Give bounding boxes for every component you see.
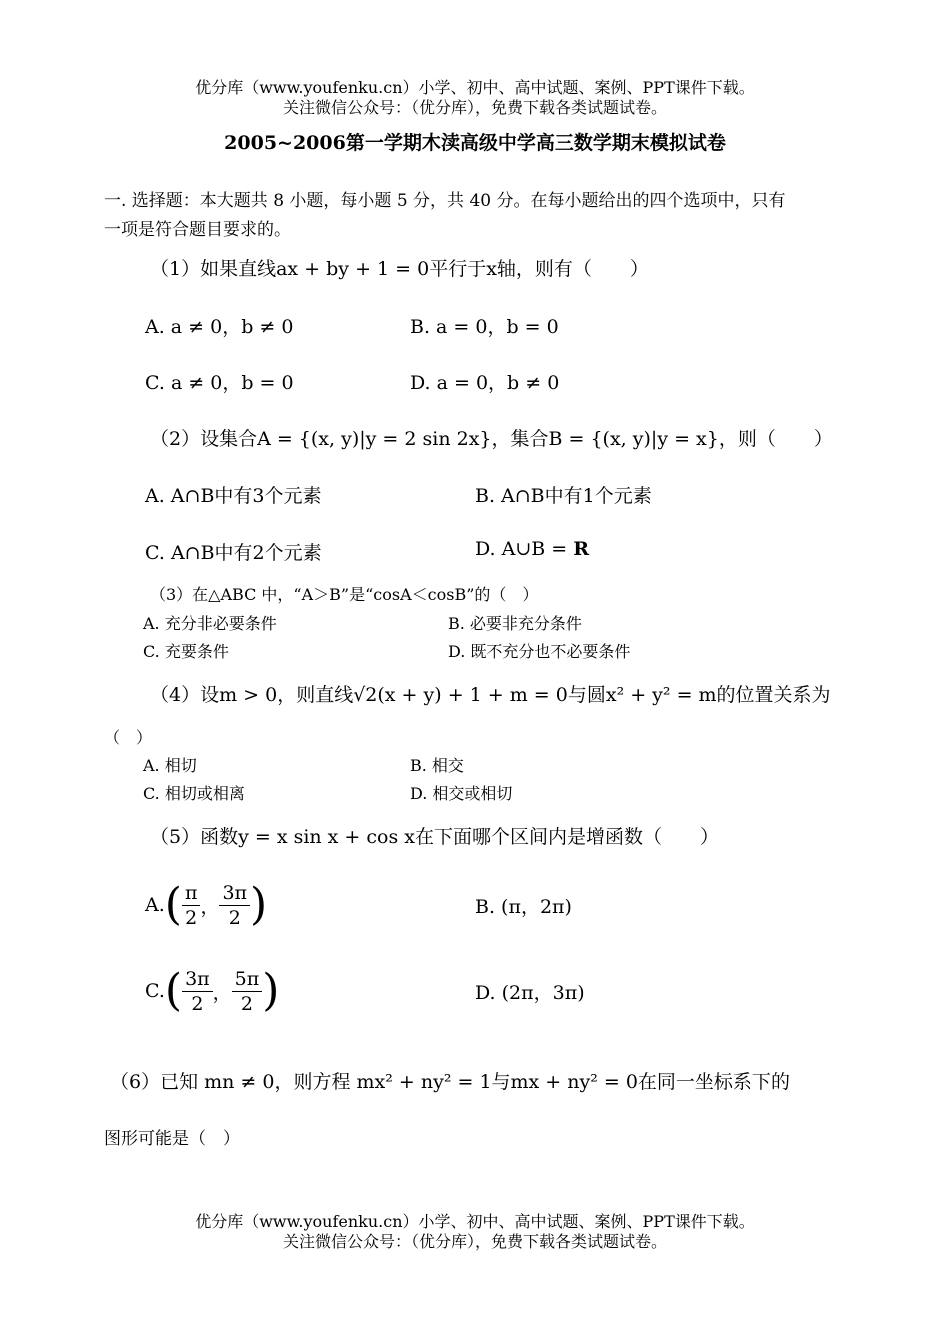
footer-line-2: 关注微信公众号：（优分库），免费下载各类试题试卷。 <box>282 1232 667 1251</box>
question-1-stem: （1）如果直线ax + by + 1 = 0平行于x轴，则有（ ） <box>150 258 649 280</box>
page-title: 2005~2006第一学期木渎高级中学高三数学期末模拟试卷 <box>224 132 726 154</box>
question-5-option-d: D. (2π，3π) <box>475 982 585 1004</box>
fraction-3pi-over-2: $\frac{3\pi}{2}$ <box>182 967 213 1016</box>
question-4-paren: （ ） <box>104 728 153 747</box>
question-5-stem: （5）函数y = x sin x + cos x在下面哪个区间内是增函数（ ） <box>150 826 719 848</box>
left-paren: ( <box>164 965 183 1016</box>
footer-line-1: 优分库（www.youfenku.cn）小学、初中、高中试题、案例、PPT课件下载。 <box>195 1212 755 1231</box>
question-5-option-c-label: C. <box>145 980 165 1002</box>
fraction-3pi-over-2: $\frac{3\pi}{2}$ <box>219 881 250 930</box>
question-2-option-b: B. A∩B中有1个元素 <box>475 485 652 507</box>
section-intro-line-2: 一项是符合题目要求的。 <box>104 220 291 240</box>
header-line-2: 关注微信公众号：（优分库），免费下载各类试题试卷。 <box>282 98 667 117</box>
question-3-option-c: C. 充要条件 <box>143 642 229 661</box>
question-6-stem: （6）已知 mn ≠ 0，则方程 mx² + ny² = 1与mx + ny² = 0在同一坐标系下的 <box>110 1071 790 1093</box>
question-4-option-b: B. 相交 <box>410 756 464 775</box>
fraction-pi-over-2: $\frac{\pi}{2}$ <box>182 881 201 930</box>
question-1-option-c: C. a ≠ 0，b = 0 <box>145 372 294 394</box>
fraction-5pi-over-2: $\frac{5\pi}{2}$ <box>232 967 263 1016</box>
question-2-option-c: C. A∩B中有2个元素 <box>145 542 322 564</box>
question-4-option-c: C. 相切或相离 <box>143 784 245 803</box>
question-3-option-d: D. 既不充分也不必要条件 <box>448 642 631 661</box>
question-4-stem: （4）设m > 0，则直线√2(x + y) + 1 + m = 0与圆x² + y² = m的位置关系为 <box>150 684 831 706</box>
question-5-option-a <box>145 876 267 934</box>
comma: ， <box>200 895 220 918</box>
question-5-option-a-label: A. <box>145 894 165 916</box>
question-3-stem: （3）在△ABC 中，“A＞B”是“cosA＜cosB”的（ ） <box>150 585 539 604</box>
question-2-option-a: A. A∩B中有3个元素 <box>145 485 322 507</box>
question-3-option-a: A. 充分非必要条件 <box>143 614 277 633</box>
question-4-option-d: D. 相交或相切 <box>410 784 513 803</box>
header-line-1: 优分库（www.youfenku.cn）小学、初中、高中试题、案例、PPT课件下载。 <box>195 78 755 97</box>
question-1-option-b: B. a = 0，b = 0 <box>410 316 559 338</box>
right-paren: ) <box>250 879 268 930</box>
question-5-option-c <box>145 962 279 1020</box>
left-paren: ( <box>164 879 182 930</box>
question-2-option-d <box>475 538 589 560</box>
right-paren: ) <box>262 965 280 1016</box>
question-3-option-b: B. 必要非充分条件 <box>448 614 582 633</box>
question-2-stem: （2）设集合A = {(x, y)|y = 2 sin 2x}，集合B = {(x, y)|y = x}，则（ ） <box>150 428 833 450</box>
comma: ， <box>212 981 232 1004</box>
question-1-option-d: D. a = 0，b ≠ 0 <box>410 372 560 394</box>
question-2-option-d-prefix: D. A∪B = <box>475 538 574 560</box>
question-4-option-a: A. 相切 <box>143 756 197 775</box>
section-intro-line-1: 一. 选择题：本大题共 8 小题，每小题 5 分，共 40 分。在每小题给出的四个选项中，只有 <box>104 191 786 211</box>
question-6-line-2: 图形可能是（ ） <box>104 1129 240 1149</box>
question-5-option-b: B. (π，2π) <box>475 896 572 918</box>
question-1-option-a: A. a ≠ 0，b ≠ 0 <box>145 316 294 338</box>
question-2-option-d-bold: R <box>573 538 590 560</box>
